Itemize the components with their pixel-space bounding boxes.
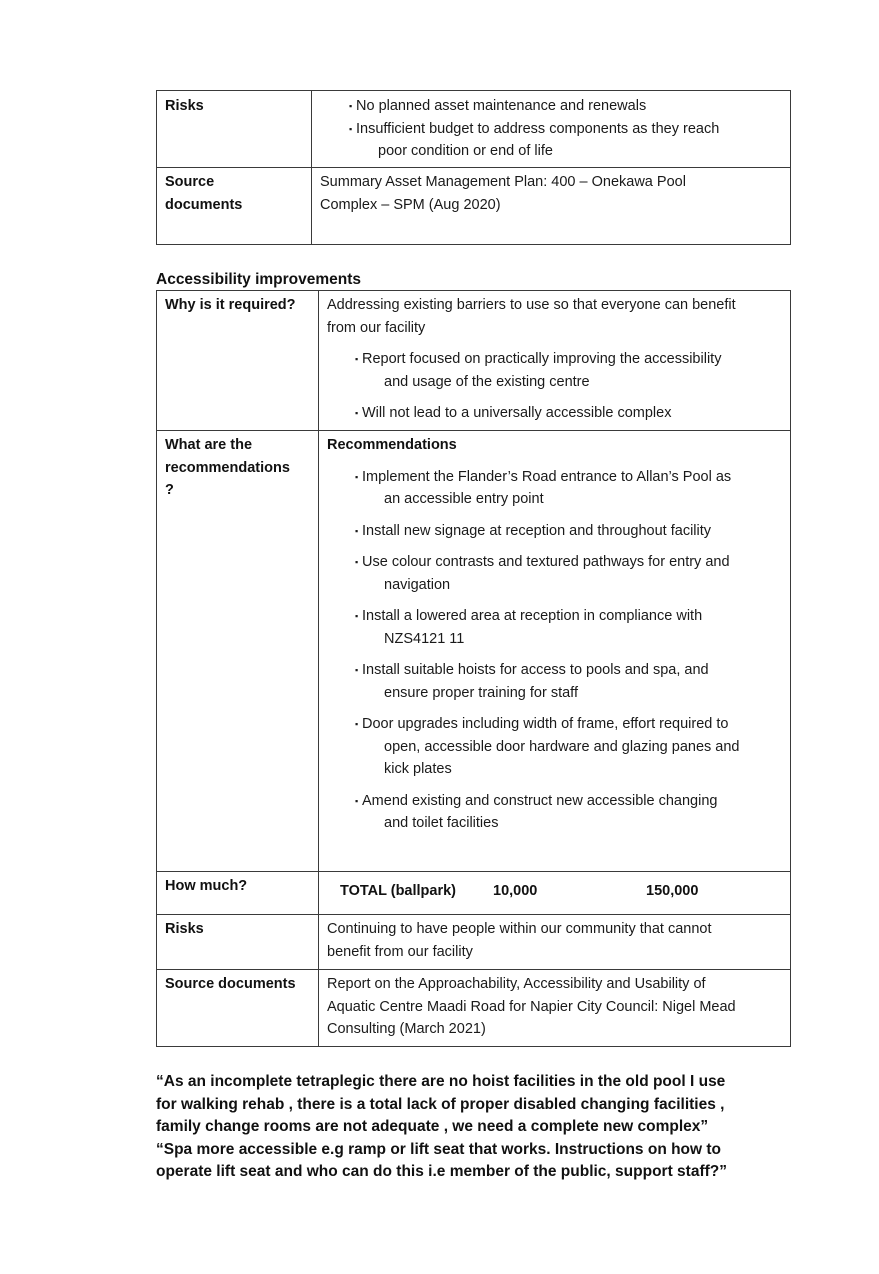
risks-sources-table (156, 90, 791, 245)
accessibility-table (156, 290, 791, 1047)
risks-text: Continuing to have people within our community that cannot (327, 921, 712, 937)
list-item (355, 551, 782, 596)
rec-list (327, 466, 782, 835)
rec-text: Door upgrades including width of frame, effort required to (362, 716, 729, 732)
rec-text: Install suitable hoists for access to pools and spa, and (362, 662, 709, 678)
source-label: Source (165, 174, 215, 190)
source-label-cell (157, 168, 312, 245)
rec-text: and toilet facilities (384, 815, 499, 831)
risks-label: Risks (165, 921, 204, 937)
table-row (157, 431, 791, 872)
why-text: Addressing existing barriers to use so that everyone can benefit (327, 297, 736, 313)
table-row (157, 168, 791, 245)
bullet-icon: ▪ (355, 557, 359, 567)
list-item: ▪ Will not lead to a universally accessible complex (355, 402, 782, 425)
risks-text: benefit from our facility (327, 943, 473, 960)
bullet-icon: ▪ (355, 354, 359, 364)
bullet-icon: ▪ (349, 123, 353, 134)
source2-cell (319, 970, 791, 1047)
rec-heading: Recommendations (327, 437, 457, 453)
table-row (157, 291, 791, 431)
rec-text: Install new signage at reception and throughout facility (362, 522, 712, 539)
source-text: Aquatic Centre Maadi Road for Napier City Council: Nigel Mead (327, 998, 736, 1015)
rec-text: Use colour contrasts and textured pathways for entry and (362, 554, 730, 570)
list-item (355, 605, 782, 650)
how-label: How much? (165, 878, 248, 894)
source-label: Source documents (165, 976, 296, 992)
rec-label-cell (157, 431, 319, 872)
section-heading: Accessibility improvements (156, 271, 362, 288)
quote-line: for walking rehab , there is a total lack of proper disabled changing facilities , (156, 1095, 725, 1113)
rec-text: Implement the Flander’s Road entrance to Allan’s Pool as (362, 468, 732, 485)
table-row (157, 872, 791, 915)
bullet-icon: ▪ (349, 101, 353, 111)
list-item: ▪ Insufficient budget to address components as they reach poor condition or end of life (349, 118, 782, 163)
rec-label: recommendations (165, 459, 290, 476)
list-item (355, 713, 782, 781)
source-text: Report on the Approachability, Accessibility and Usability of (327, 976, 706, 992)
rec-text: ensure proper training for staff (384, 684, 578, 701)
rec-text: Amend existing and construct new accessible changing (362, 792, 718, 809)
source-text: Summary Asset Management Plan: 400 – Onekawa Pool (320, 174, 686, 190)
total-label: TOTAL (ballpark) (340, 883, 457, 899)
risks2-cell (319, 915, 791, 970)
risks-label: Risks (165, 98, 204, 114)
list-item: ▪ No planned asset maintenance and renewals (349, 95, 782, 118)
risks2-label-cell (157, 915, 319, 970)
why-label-cell (157, 291, 319, 431)
table-row (157, 91, 791, 168)
bullet-icon: ▪ (355, 665, 359, 675)
user-quote (156, 1071, 806, 1184)
rec-label: What are the (165, 437, 253, 453)
table-row (157, 915, 791, 970)
total-cell (319, 872, 791, 915)
rec-text: open, accessible door hardware and glazing panes and (384, 738, 740, 755)
rec-text: NZS4121 11 (384, 630, 465, 647)
rec-text: an accessible entry point (384, 491, 544, 507)
source-text: Consulting (March 2021) (327, 1021, 486, 1037)
list-item: ▪ Report focused on practically improving the accessibility and usage of the existing centre (355, 348, 782, 393)
rec-cell (319, 431, 791, 872)
list-item (355, 790, 782, 835)
list-item (355, 520, 782, 543)
rec-text: kick plates (384, 761, 452, 777)
rec-label: ? (165, 482, 174, 498)
bullet-icon: ▪ (355, 471, 359, 482)
quote-line: “Spa more accessible e.g ramp or lift seat that works. Instructions on how to (156, 1140, 722, 1158)
source-cell (312, 168, 791, 245)
table-row (157, 970, 791, 1047)
bullet-icon: ▪ (355, 719, 359, 729)
bullet-icon: ▪ (355, 408, 359, 418)
list-item (355, 466, 782, 511)
source-label: documents (165, 196, 243, 213)
quote-line: operate lift seat and who can do this i.e member of the public, support staff?” (156, 1163, 727, 1180)
rec-text: Install a lowered area at reception in compliance with (362, 608, 703, 624)
bullet-icon: ▪ (355, 611, 359, 621)
total-low: 10,000 (493, 883, 538, 899)
how-label-cell (157, 872, 319, 915)
source2-label-cell (157, 970, 319, 1047)
bullet-icon: ▪ (355, 795, 359, 806)
quote-line: “As an incomplete tetraplegic there are no hoist facilities in the old pool I use (156, 1073, 726, 1090)
total-high: 150,000 (646, 883, 699, 899)
why-label: Why is it required? (165, 297, 296, 313)
why-text: from our facility (327, 319, 426, 336)
list-item (355, 659, 782, 704)
rec-text: navigation (384, 576, 451, 593)
source-text: Complex – SPM (Aug 2020) (320, 196, 501, 213)
quote-line: family change rooms are not adequate , we need a complete new complex” (156, 1118, 709, 1135)
risks-cell (312, 91, 791, 168)
risks-label-cell (157, 91, 312, 168)
why-cell (319, 291, 791, 431)
bullet-icon: ▪ (355, 525, 359, 536)
